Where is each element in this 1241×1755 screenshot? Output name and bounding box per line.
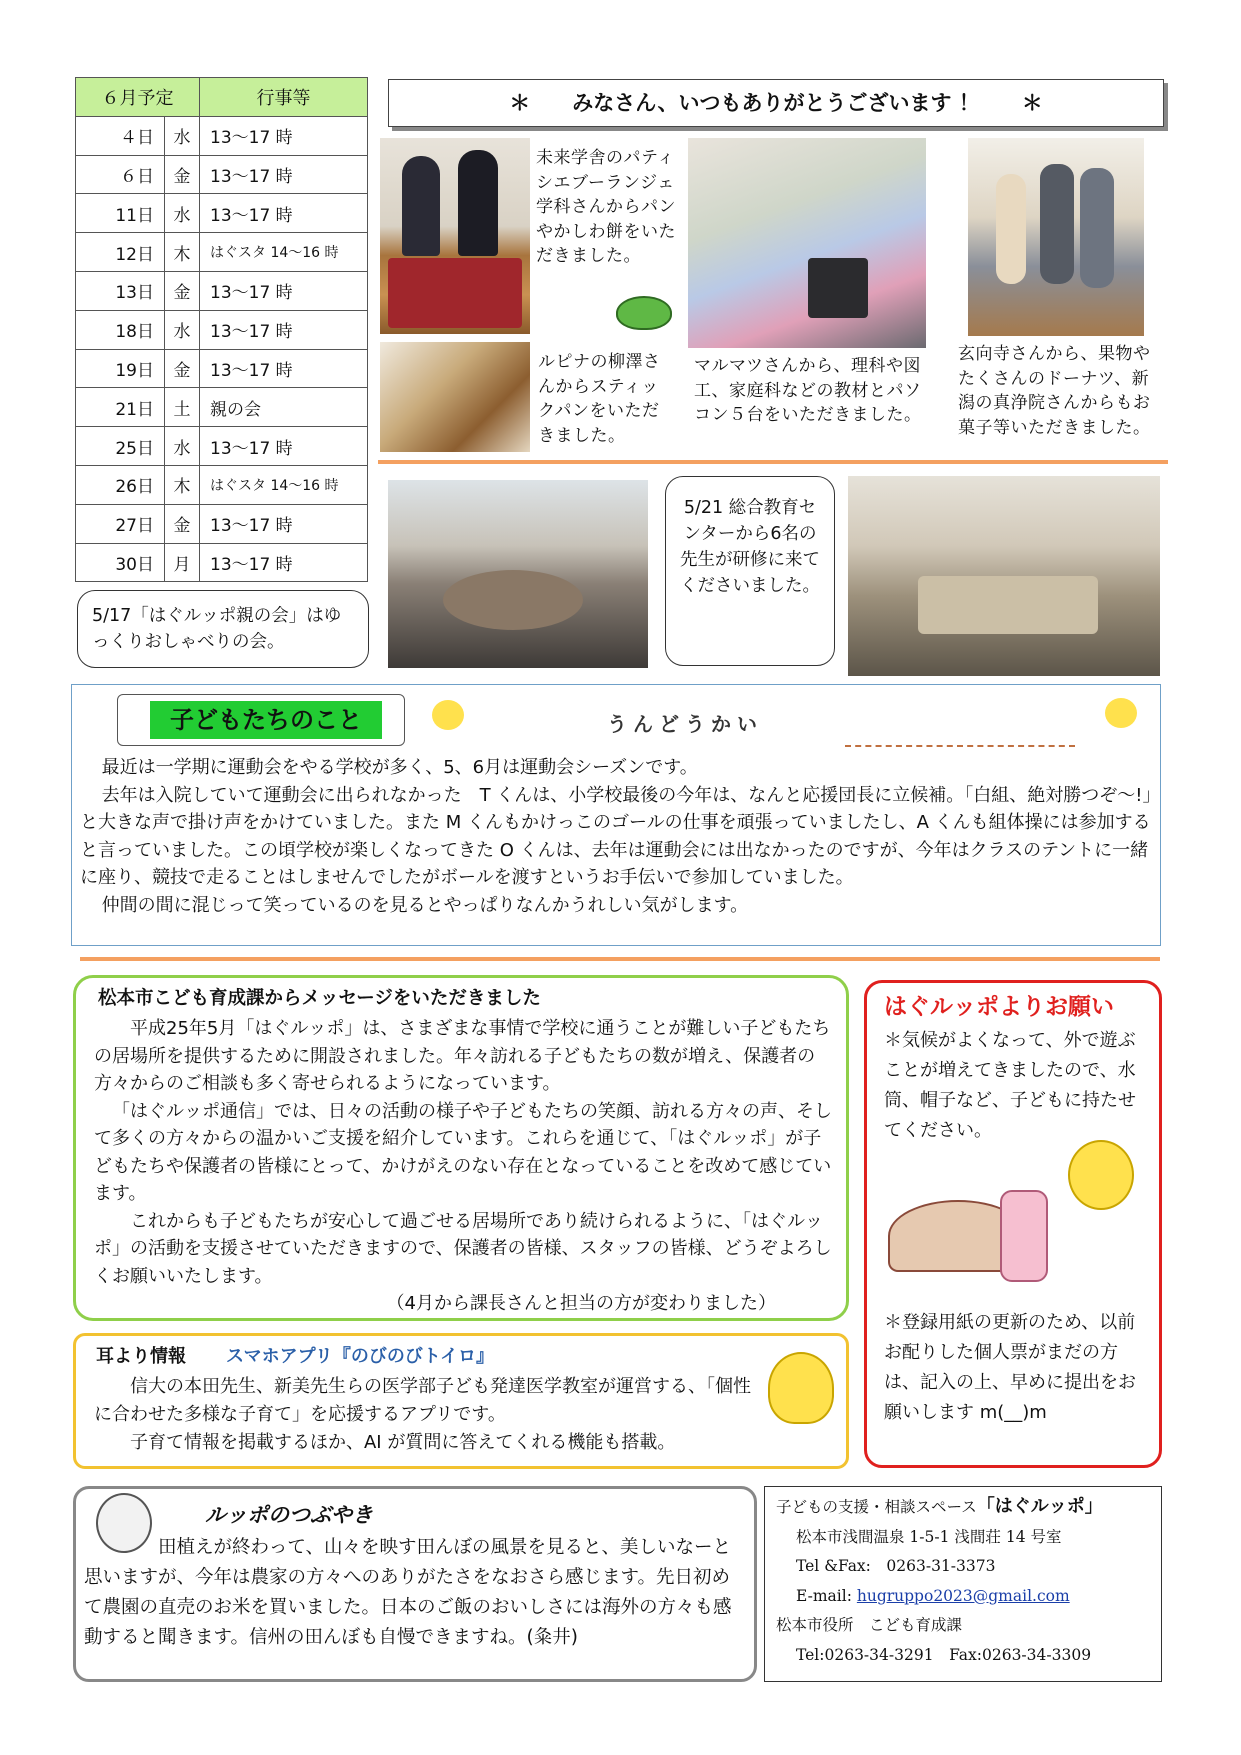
schedule-event: 13～17 時 bbox=[200, 310, 368, 349]
schedule-header-date: ６月予定 bbox=[76, 78, 200, 117]
schedule-date: 21日 bbox=[76, 388, 165, 427]
schedule-row bbox=[76, 388, 368, 427]
request-item-forms: ＊登録用紙の更新のため、以前お配りした個人票がまだの方は、記入の上、早めに提出をお願いします m(__)m bbox=[884, 1312, 1136, 1423]
info-label: 耳より情報 bbox=[96, 1346, 186, 1367]
message-paragraph: 平成25年5月「はぐルッポ」は、さまざまな事情で学校に通うことが難しい子どもたちの居場所を提供するために開設されました。年々訪れる子どもたちの数が増え、保護者の方々からのご相談も多く寄せられるようになっています。 bbox=[94, 1018, 831, 1094]
schedule-weekday: 水 bbox=[165, 310, 200, 349]
message-text bbox=[94, 1015, 836, 1318]
kashiwa-mochi-icon bbox=[616, 296, 672, 330]
teachers-bubble-text: 5/21 総合教育センターから6名の先生が研修に来てくださいました。 bbox=[680, 498, 820, 596]
schedule-event: 13～17 時 bbox=[200, 543, 368, 582]
contact-city: 松本市役所 こども育成課 bbox=[776, 1616, 963, 1634]
photo-parents-meeting bbox=[388, 480, 648, 668]
children-paragraph: 仲間の間に混じって笑っているのを見るとやっぱりなんかうれしい気がします。 bbox=[101, 894, 749, 916]
schedule-event: はぐスタ 14～16 時 bbox=[200, 233, 368, 272]
caption-materials: マルマツさんから、理科や図工、家庭科などの教材とパソコン５台をいただきました。 bbox=[694, 356, 922, 425]
tsubuyaki-text: 田植えが終わって、山々を映す田んぼの風景を見ると、美しいなーと思いますが、今年は農家の方々へのありがたさをなおさら感じます。先日初めて農園の直売のお米を買いました。日本のご飯のおいしさには海外の方々も感動すると聞きます。信州の田んぼも自慢できますね。(粂井) bbox=[84, 1537, 732, 1648]
schedule-date: 27日 bbox=[76, 504, 165, 543]
children-paragraph: 最近は一学期に運動会をやる学校が多く、5、6月は運動会シーズンです。 bbox=[101, 757, 698, 778]
undokai-banner-text: うんどうかい bbox=[607, 712, 763, 736]
contact-email-row bbox=[776, 1582, 1160, 1612]
laptop-stack bbox=[808, 258, 868, 318]
orange-divider bbox=[378, 460, 1168, 464]
caption-bakers: 未来学舎のパティシエブーランジェ学科さんからパンやかしわ餅をいただきました。 bbox=[536, 148, 676, 266]
schedule-event: 13～17 時 bbox=[200, 504, 368, 543]
water-bottle-icon bbox=[1000, 1190, 1048, 1282]
schedule-row bbox=[76, 310, 368, 349]
schedule-weekday: 月 bbox=[165, 543, 200, 582]
contact-org bbox=[776, 1492, 1160, 1523]
chick-icon bbox=[1105, 698, 1137, 728]
schedule-weekday: 金 bbox=[165, 349, 200, 388]
chick-with-phone-icon bbox=[768, 1352, 834, 1424]
contact-org-prefix: 子どもの支援・相談スペース bbox=[776, 1498, 977, 1516]
photo-donations bbox=[968, 138, 1144, 336]
schedule-weekday: 金 bbox=[165, 271, 200, 310]
contact-email-link[interactable]: hugruppo2023@gmail.com bbox=[856, 1586, 1070, 1605]
meeting-table bbox=[918, 576, 1098, 634]
schedule-weekday: 土 bbox=[165, 388, 200, 427]
schedule-date: 13日 bbox=[76, 271, 165, 310]
bread-tray bbox=[388, 258, 522, 328]
orange-divider bbox=[80, 957, 1160, 961]
person-figure bbox=[402, 156, 440, 256]
photo-bakers bbox=[380, 138, 530, 334]
info-paragraph: 信大の本田先生、新美先生らの医学部子ども発達医学教室が運営する、「個性に合わせた多様な子育て」を応援するアプリです。 bbox=[94, 1376, 751, 1425]
caption-donations: 玄向寺さんから、果物やたくさんのドーナツ、新潟の真浄院さんからもお菓子等いただきました。 bbox=[958, 344, 1151, 438]
teachers-bubble bbox=[665, 476, 835, 666]
person-figure bbox=[458, 150, 498, 256]
schedule-row bbox=[76, 233, 368, 272]
info-text bbox=[94, 1373, 754, 1457]
children-paragraph: 去年は入院していて運動会に出られなかった T くんは、小学校最後の今年は、なんと応援団長に立候補。「白組、絶対勝つぞ～!」と大きな声で掛け声をかけていました。また M くんもかけっこのゴールの仕事を頑張っていましたし、A くんも組体操には参加すると言っていました。この頃学校が楽しくなってきた O くんは、去年は運動会には出なかったのですが、今年はクラスのテントに一緒に座り、競技で走ることはしませんでしたがボールを渡すというお手伝いで参加していました。 bbox=[80, 784, 1152, 888]
schedule-row bbox=[76, 155, 368, 194]
schedule-event: はぐスタ 14～16 時 bbox=[200, 465, 368, 504]
photo-stick-bread bbox=[380, 342, 530, 452]
schedule-date: 18日 bbox=[76, 310, 165, 349]
children-text bbox=[80, 754, 1156, 919]
schedule-row bbox=[76, 194, 368, 233]
parents-bubble-text: 5/17「はぐルッポ親の会」はゆっくりおしゃべりの会。 bbox=[92, 606, 342, 652]
request-item-weather: ＊気候がよくなって、外で遊ぶことが増えてきましたので、水筒、帽子など、子どもに持たせてください。 bbox=[884, 1030, 1136, 1141]
schedule-date: 30日 bbox=[76, 543, 165, 582]
info-paragraph: 子育て情報を掲載するほか、AI が質問に答えてくれる機能も搭載。 bbox=[130, 1432, 676, 1453]
schedule-date: 25日 bbox=[76, 427, 165, 466]
children-title: 子どもたちのこと bbox=[150, 701, 382, 739]
schedule-weekday: 金 bbox=[165, 504, 200, 543]
caption-stick-bread: ルピナの柳澤さんからスティックパンをいただきました。 bbox=[538, 352, 661, 446]
message-note: （4月から課長さんと担当の方が変わりました） bbox=[386, 1293, 776, 1314]
schedule-weekday: 水 bbox=[165, 194, 200, 233]
photo-materials bbox=[688, 138, 926, 348]
photo-teachers-visit bbox=[848, 476, 1160, 676]
schedule-event: 13～17 時 bbox=[200, 427, 368, 466]
contact-text bbox=[776, 1492, 1160, 1670]
chick-with-cap-icon bbox=[1068, 1140, 1134, 1210]
message-paragraph: 「はぐルッポ通信」では、日々の活動の様子や子どもたちの笑顔、訪れる方々の声、そして多くの方々からの温かいご支援を紹介しています。これらを通じて、「はぐルッポ」が子どもたちや保護者の皆様にとって、かけがえのない存在となっていることを改めて感じています。 bbox=[94, 1100, 832, 1204]
contact-city-tel: Tel:0263-34-3291 Fax:0263-34-3309 bbox=[796, 1645, 1092, 1664]
schedule-date: ６日 bbox=[76, 155, 165, 194]
request-title: はぐルッポよりお願い bbox=[884, 994, 1114, 1020]
schedule-date: 19日 bbox=[76, 349, 165, 388]
person-figure bbox=[996, 174, 1026, 284]
schedule-date: 11日 bbox=[76, 194, 165, 233]
schedule-row bbox=[76, 116, 368, 155]
info-app-name: スマホアプリ『のびのびトイロ』 bbox=[226, 1346, 495, 1367]
schedule-row bbox=[76, 465, 368, 504]
schedule-row bbox=[76, 427, 368, 466]
undokai-banner bbox=[585, 708, 785, 744]
person-figure bbox=[1040, 164, 1074, 284]
schedule-event: 親の会 bbox=[200, 388, 368, 427]
schedule-weekday: 木 bbox=[165, 465, 200, 504]
contact-org-name: 「はぐルッポ」 bbox=[976, 1496, 1103, 1517]
contact-address: 松本市浅間温泉 1-5-1 浅間荘 14 号室 bbox=[796, 1527, 1062, 1546]
schedule-weekday: 木 bbox=[165, 233, 200, 272]
schedule-event: 13～17 時 bbox=[200, 116, 368, 155]
schedule-table bbox=[75, 77, 368, 582]
schedule-weekday: 金 bbox=[165, 155, 200, 194]
person-figure bbox=[1080, 168, 1114, 288]
schedule-event: 13～17 時 bbox=[200, 194, 368, 233]
thanks-title: ＊ みなさん、いつもありがとうございます ！ ＊ bbox=[509, 91, 1043, 115]
schedule-date: 26日 bbox=[76, 465, 165, 504]
schedule-event: 13～17 時 bbox=[200, 349, 368, 388]
message-paragraph: これからも子どもたちが安心して過ごせる居場所であり続けられるように、「はぐルッポ」の活動を支援させていただきますので、保護者の皆様、スタッフの皆様、どうぞよろしくお願いいたします。 bbox=[94, 1210, 832, 1287]
schedule-row bbox=[76, 504, 368, 543]
round-table bbox=[443, 570, 583, 630]
parents-bubble bbox=[77, 590, 369, 668]
contact-email-label: E-mail: bbox=[796, 1586, 852, 1605]
thanks-banner bbox=[388, 79, 1164, 127]
schedule-row bbox=[76, 349, 368, 388]
schedule-row bbox=[76, 271, 368, 310]
schedule-weekday: 水 bbox=[165, 116, 200, 155]
schedule-row bbox=[76, 543, 368, 582]
schedule-event: 13～17 時 bbox=[200, 155, 368, 194]
schedule-weekday: 水 bbox=[165, 427, 200, 466]
schedule-date: ４日 bbox=[76, 116, 165, 155]
contact-tel: Tel &Fax: 0263-31-3373 bbox=[796, 1557, 996, 1575]
schedule-header-event: 行事等 bbox=[200, 78, 368, 117]
tsubuyaki-title: ルッポのつぶやき bbox=[205, 1503, 373, 1527]
schedule-date: 12日 bbox=[76, 233, 165, 272]
message-title: 松本市こども育成課からメッセージをいただきました bbox=[98, 988, 541, 1009]
schedule-event: 13～17 時 bbox=[200, 271, 368, 310]
chick-icon bbox=[432, 700, 464, 730]
